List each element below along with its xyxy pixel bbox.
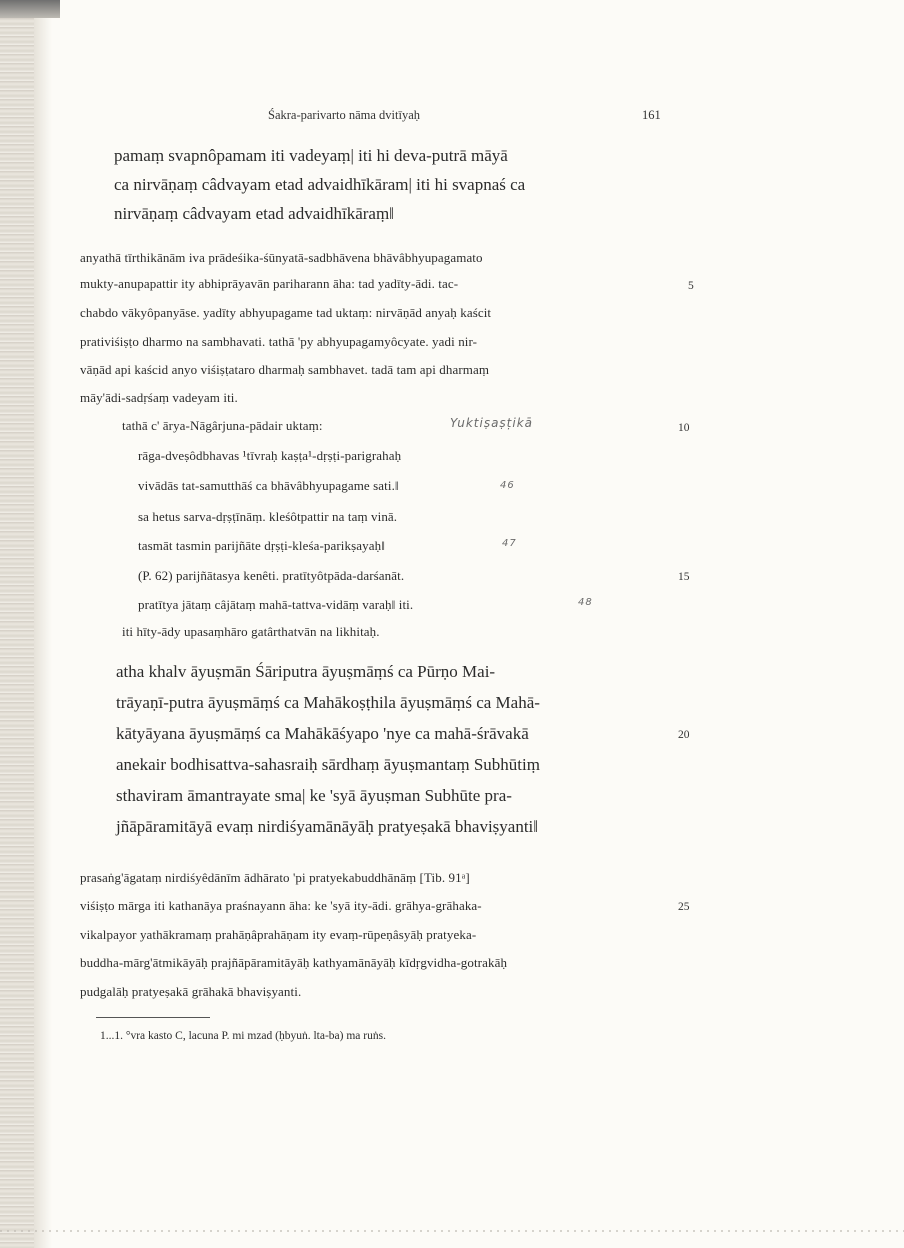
text-line: nirvāṇaṃ câdvayam etad advaidhīkāraṃ‖ [114,204,394,223]
text-line: vāṇād api kaścid anyo viśiṣṭataro dharmaḥ sambhavet. tadā tam api dharmaṃ [80,362,490,377]
text-line: anyathā tīrthikānām iva prādeśika-śūnyatā-sadbhāvena bhāvâbhyupagamato [80,250,483,265]
scan-artifact [0,1230,904,1232]
line-number: 20 [678,729,690,741]
running-header [0,108,904,128]
handwritten-note: 47 [502,538,517,549]
binding-gradient [34,0,52,1248]
text-line: trāyaṇī-putra āyuṣmāṃś ca Mahākoṣṭhila āyuṣmāṃś ca Mahā- [116,693,540,712]
text-line: tathā c' ārya-Nāgârjuna-pādair uktaṃ: [122,418,323,433]
text-line: mukty-anupapattir ity abhiprāyavān pariharann āha: tad yadīty-ādi. tac- [80,276,459,291]
line-number: 25 [678,901,690,913]
handwritten-note: Yuktiṣaṣṭikā [450,416,534,430]
text-line: vikalpayor yathākramaṃ prahāṇâprahāṇam ity evaṃ-rūpeṇâsyāḥ pratyeka- [80,927,477,942]
line-number: 10 [678,422,690,434]
text-line: buddha-mārg'ātmikāyāḥ prajñāpāramitāyāḥ kathyamānāyāḥ kīdṛgvidha-gotrakāḥ [80,955,508,970]
text-line: anekair bodhisattva-sahasraiḥ sārdhaṃ āyuṣmantaṃ Subhūtiṃ [116,755,540,774]
text-line: pudgalāḥ pratyeṣakā grāhakā bhaviṣyanti. [80,984,302,999]
text-line: jñāpāramitāyā evaṃ nirdiśyamānāyāḥ pratyeṣakā bhaviṣyanti‖ [116,817,539,836]
text-line: pratītya jātaṃ câjātaṃ mahā-tattva-vidāṃ varaḥ‖ iti. [138,597,414,612]
text-line: prativiśiṣṭo dharmo na sambhavati. tathā 'py abhyupagamyôcyate. yadi nir- [80,334,478,349]
footnote-rule [96,1017,210,1018]
handwritten-note: 48 [578,597,593,608]
text-line: prasaṅg'āgataṃ nirdiśyêdānīm ādhārato 'pi pratyekabuddhānāṃ [Tib. 91ᵃ] [80,870,470,885]
text-line: atha khalv āyuṣmān Śāriputra āyuṣmāṃś ca Pūrṇo Mai- [116,662,496,681]
text-line: tasmāt tasmin parijñāte dṛṣṭi-kleśa-parikṣayaḥ‖ [138,538,385,553]
handwritten-note: 46 [500,480,515,491]
text-line: kātyāyana āyuṣmāṃś ca Mahākāśyapo 'nye ca mahā-śrāvakā [116,724,529,743]
scan-corner [0,0,60,18]
text-line: (P. 62) parijñātasya kenêti. pratītyôtpāda-darśanāt. [138,568,405,583]
binding-shadow [0,0,34,1248]
text-line: pamaṃ svapnôpamam iti vadeyaṃ| iti hi deva-putrā māyā [114,146,508,165]
text-line: ca nirvāṇaṃ câdvayam etad advaidhīkāram| iti hi svapnaś ca [114,175,526,194]
line-number: 15 [678,571,690,583]
page-number: 161 [642,108,661,122]
text-line: māy'ādi-sadṛśaṃ vadeyam iti. [80,390,238,405]
text-line: sthaviram āmantrayate sma| ke 'syā āyuṣman Subhūte pra- [116,786,512,805]
text-line: sa hetus sarva-dṛṣṭīnāṃ. kleśôtpattir na taṃ vinā. [138,509,398,524]
text-line: rāga-dveṣôdbhavas ¹tīvraḥ kaṣṭa¹-dṛṣṭi-parigrahaḥ [138,448,402,463]
text-line: iti hīty-ādy upasaṃhāro gatârthatvān na likhitaḥ. [122,624,380,639]
text-line: viśiṣṭo mārga iti kathanāya praśnayann āha: ke 'syā ity-ādi. grāhya-grāhaka- [80,898,482,913]
footnote: 1...1. °vra kasto C, lacuna P. mi mzad (ḥbyuṅ. lta-ba) ma ruṅs. [100,1030,386,1042]
line-number: 5 [688,280,694,292]
text-line: chabdo vākyôpanyāse. yadīty abhyupagame tad uktaṃ: nirvāṇād anyaḥ kaścit [80,305,492,320]
text-line: vivādās tat-samutthāś ca bhāvâbhyupagame sati.‖ [138,478,399,493]
header-title: Śakra-parivarto nāma dvitīyaḥ [268,108,421,122]
